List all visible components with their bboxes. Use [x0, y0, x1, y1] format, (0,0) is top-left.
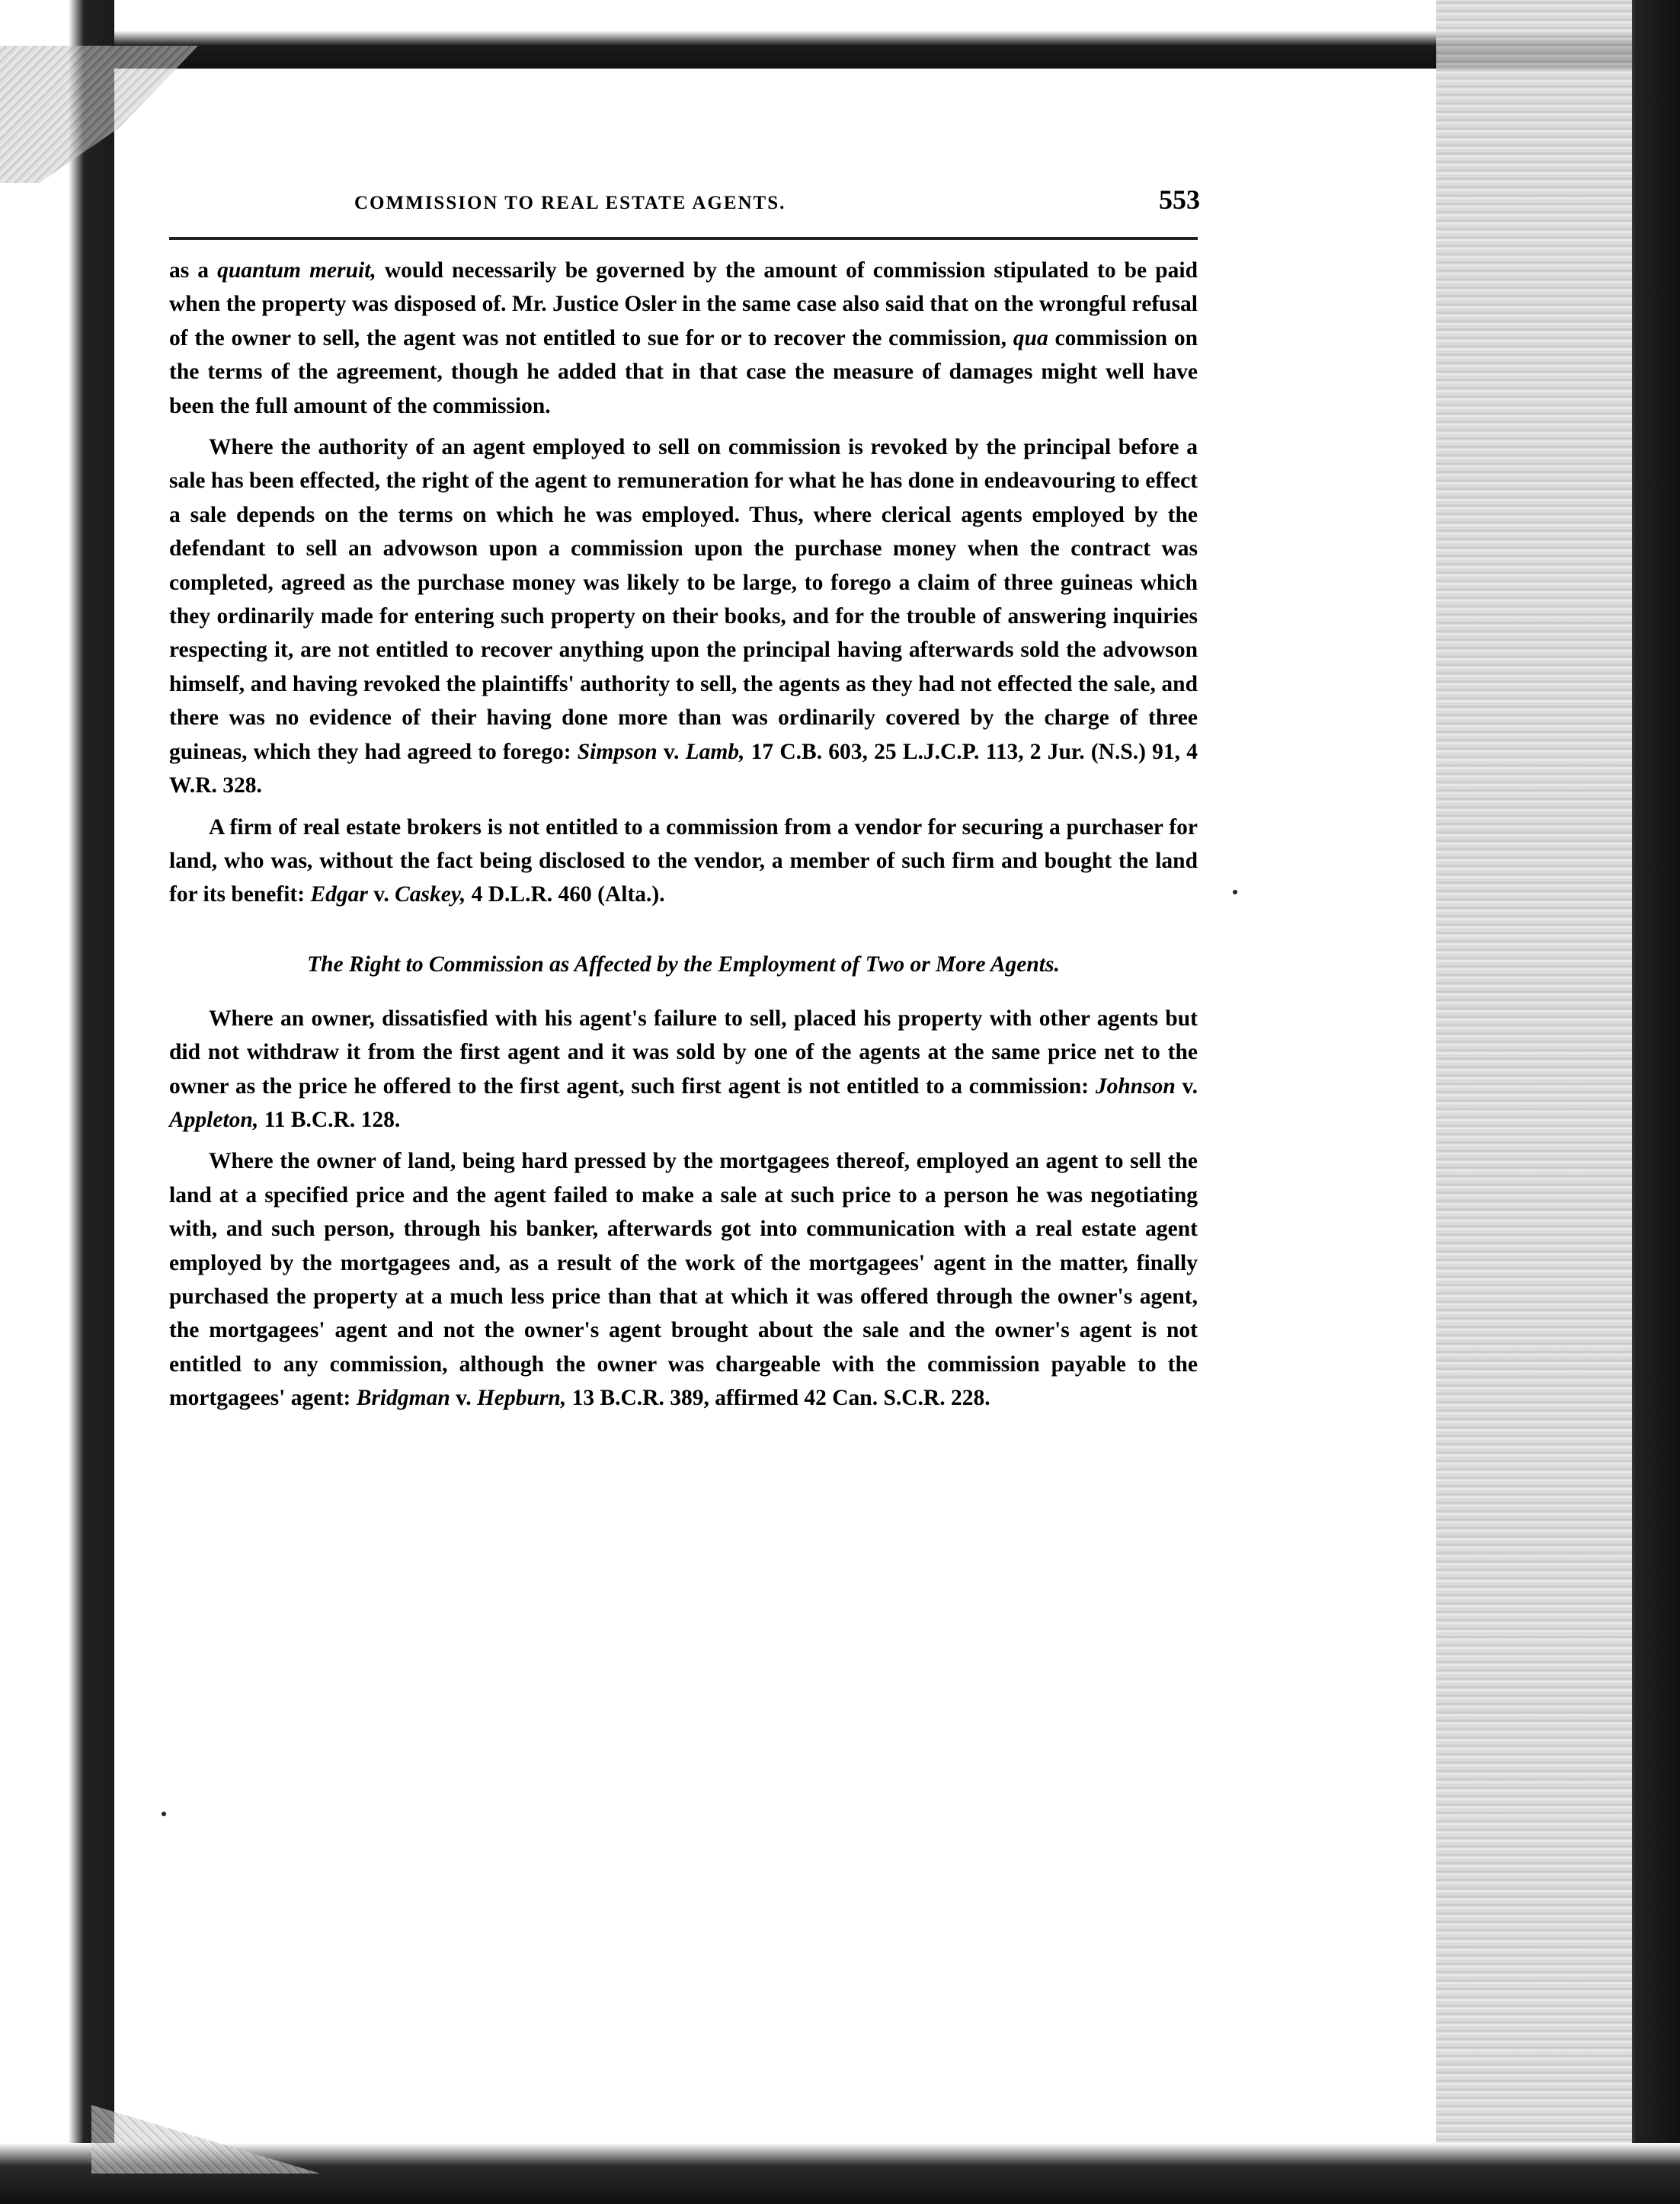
text-run: as a: [169, 258, 218, 283]
paragraph: [169, 1144, 1198, 1415]
text-run: Where the authority of an agent employed to sell on commission is revoked by the principal before a sale has been effected, the right of the agent to remuneration for what he has done in endeavouring to effect a sale depends on the terms on which he was employed. Thus, where clerical agents employed by the defendant to sell an advowson upon a commission upon the purchase money when the contract was completed, agreed as the purchase money was likely to be large, to forego a claim of three guineas which they ordinarily made for entering such property on their books, and for the trouble of answering inquiries respecting it, are not entitled to recover anything upon the principal having afterwards sold the advowson himself, and having revoked the plaintiffs' authority to sell, the agents as they had not effected the sale, and there was no evidence of their having done more than was ordinarily covered by the charge of three guineas, which they had agreed to forego:: [169, 435, 1198, 764]
italic-term: qua: [1013, 325, 1048, 350]
citation: 11 B.C.R. 128.: [258, 1107, 401, 1132]
case-party: Caskey,: [395, 882, 466, 907]
scan-border-bottom: [0, 2143, 1680, 2204]
citation: 13 B.C.R. 389, affirmed 42 Can. S.C.R. 228.: [566, 1386, 990, 1411]
margin-dot: [162, 1812, 166, 1816]
margin-dot: [85, 358, 90, 363]
text-run: v.: [450, 1386, 477, 1411]
italic-term: quantum meruit,: [217, 258, 376, 283]
paragraph: [169, 811, 1198, 912]
text-run: v.: [1175, 1073, 1198, 1099]
scan-border-top: [0, 0, 1680, 69]
running-title: COMMISSION TO REAL ESTATE AGENTS.: [354, 193, 786, 213]
citation: 4 D.L.R. 460 (Alta.).: [466, 882, 665, 907]
scan-noise-bottom-left: [91, 2105, 320, 2174]
scan-border-left: [0, 0, 114, 2204]
body-text: [169, 254, 1198, 1415]
text-run: Where the owner of land, being hard pressed by the mortgagees thereof, employed an agent to sell the land at a specified price and the agent failed to make a sale at such price to a person he was negotiating with, and such person, through his banker, afterwards got into communication with a real estate agent employed by the mortgagees and, as a result of the work of the mortgagees' agent in the matter, finally purchased the property at a much less price than that at which it was offered through the owner's agent, the mortgagees' agent and not the owner's agent brought about the sale and the owner's agent is not entitled to any commission, although the owner was chargeable with the commission payable to the mortgagees' agent:: [169, 1149, 1198, 1411]
text-run: would necessarily be governed by the amount of commission stipulated to be paid when the property was disposed of. Mr. Justice Osler in the same case also said that on the wrongful refusal of the owner to sell, the agent was not entitled to sue for or to recover the commission,: [169, 258, 1198, 350]
case-party: Edgar: [310, 882, 368, 907]
paragraph: [169, 254, 1198, 423]
paragraph: [169, 1002, 1198, 1137]
case-party: Simpson: [577, 739, 658, 764]
text-run: Where an owner, dissatisfied with his agent's failure to sell, placed his property with other agents but did not withdraw it from the first agent and it was sold by one of the agents at the same price net to the owner as the price he offered to the first agent, such first agent is not entitled to a commission:: [169, 1006, 1198, 1099]
text-run: v.: [367, 882, 395, 907]
page-number: 553: [1159, 184, 1200, 215]
case-party: Johnson: [1095, 1073, 1176, 1099]
section-heading: The Right to Commission as Affected by the Employment of Two or More Agents.: [307, 952, 1060, 977]
margin-dot: [1233, 890, 1237, 894]
case-party: Appleton,: [169, 1107, 259, 1132]
case-party: Lamb,: [685, 739, 745, 764]
page-header: [168, 184, 1200, 232]
paragraph: [169, 430, 1198, 802]
text-run: A firm of real estate brokers is not entitled to a commission from a vendor for securing a purchaser for land, who was, without the fact being disclosed to the vendor, a member of such firm and bought the land for its benefit:: [169, 814, 1198, 907]
case-party: Hepburn,: [476, 1386, 567, 1411]
header-rule: [169, 237, 1198, 240]
scan-border-right: [1634, 0, 1680, 2204]
case-party: Bridgman: [356, 1386, 450, 1411]
text-run: v.: [657, 739, 686, 764]
citation: 17 C.B. 603, 25 L.J.C.P. 113, 2 Jur. (N.S.) 91, 4 W.R. 328.: [169, 739, 1198, 798]
text-run: commission on the terms of the agreement, though he added that in that case the measure of damages might well have been the full amount of the commission.: [169, 325, 1198, 418]
